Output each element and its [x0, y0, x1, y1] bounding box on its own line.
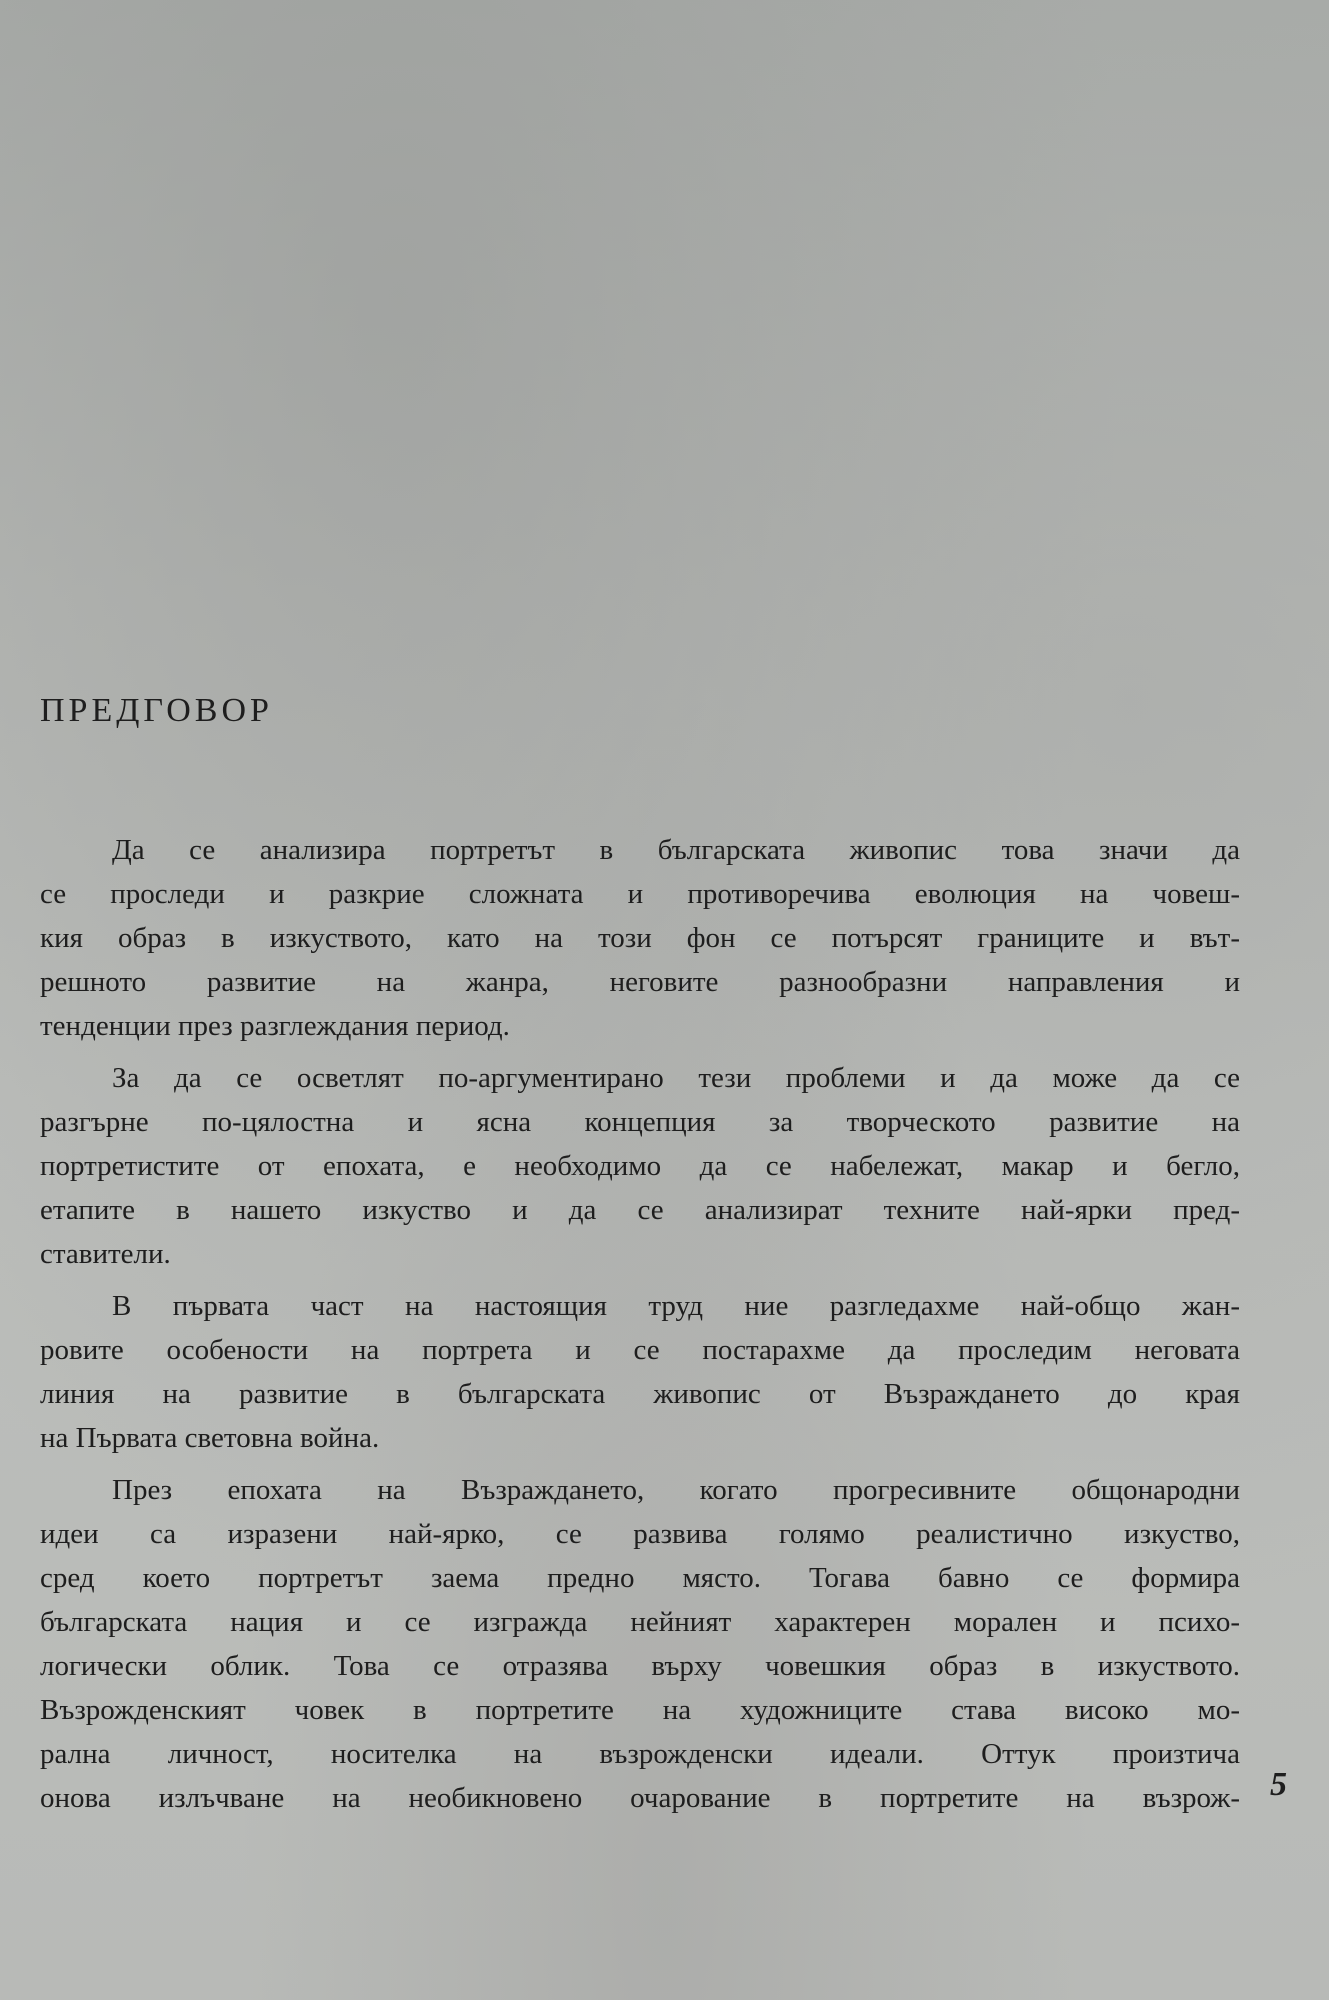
text-line: ровите особености на портрета и се постарахме да проследим неговата — [40, 1334, 1240, 1366]
text-line: на Първата световна война. — [40, 1422, 380, 1454]
text-line: етапите в нашето изкуство и да се анализират техните най-ярки пред- — [40, 1194, 1240, 1226]
paragraph-4 — [40, 1468, 1240, 1820]
section-heading: ПРЕДГОВОР — [40, 692, 273, 729]
text-line: В първата част на настоящия труд ние разгледахме най-общо жан- — [112, 1290, 1240, 1322]
text-line: решното развитие на жанра, неговите разнообразни направления и — [40, 966, 1240, 998]
paragraph-3 — [40, 1284, 1240, 1460]
text-line: Да се анализира портретът в българската живопис това значи да — [112, 834, 1240, 866]
text-line: линия на развитие в българската живопис от Възраждането до края — [40, 1378, 1240, 1410]
text-line: сред коетo портретът заема предно място. Тогава бавно се формира — [40, 1562, 1240, 1594]
text-line: българската нация и се изгражда нейният характерен морален и психо- — [40, 1606, 1240, 1638]
text-line: За да се осветлят по-аргументирано тези проблеми и да може да се — [112, 1062, 1240, 1094]
paragraph-1 — [40, 828, 1240, 1048]
text-line: рална личност, носителка на възрожденски идеали. Оттук произтича — [40, 1738, 1240, 1770]
text-line: портретистите от епохата, е необходимо да се набележат, макар и бегло, — [40, 1150, 1240, 1182]
text-line: През епохата на Възраждането, когато прогресивните общонародни — [112, 1474, 1240, 1506]
paragraph-2 — [40, 1056, 1240, 1276]
text-line: разгърне по-цялостна и ясна концепция за творческото развитие на — [40, 1106, 1240, 1138]
text-line: онова излъчване на необикновено очарование в портретите на възрож- — [40, 1782, 1240, 1814]
text-line: се прoследи и разкрие сложната и противоречива еволюция на човеш- — [40, 878, 1240, 910]
page-number: 5 — [1270, 1766, 1287, 1803]
text-line: тенденции през разглеждания период. — [40, 1010, 510, 1042]
body-text — [40, 828, 1240, 1828]
text-line: Възрожденският човек в портретите на художниците става високо мо- — [40, 1694, 1240, 1726]
text-line: идеи са изразени най-ярко, се развива голямо реалистично изкуство, — [40, 1518, 1240, 1550]
text-line: кия образ в изкуството, като на този фон се потърсят границите и вът- — [40, 922, 1240, 954]
text-line: ставители. — [40, 1238, 171, 1270]
text-line: логически облик. Това се отразява върху човешкия образ в изкуството. — [40, 1650, 1240, 1682]
